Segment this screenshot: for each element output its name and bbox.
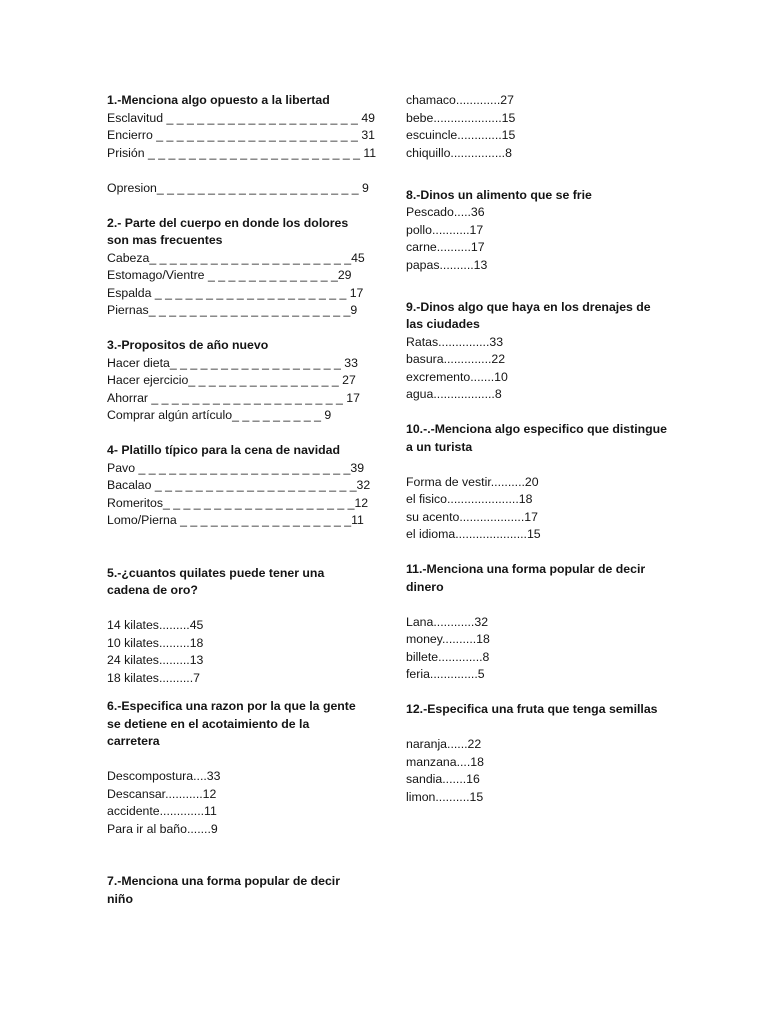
- spacer: [107, 751, 397, 769]
- question-3-title: 3.-Propositos de año nuevo: [107, 338, 269, 352]
- spacer: [406, 719, 706, 737]
- answer-line: feria..............5: [406, 667, 485, 681]
- answer-line: Descompostura....33: [107, 769, 221, 783]
- answer-line: Pavo _ _ _ _ _ _ _ _ _ _ _ _ _ _ _ _ _ _ _ _ _39: [107, 460, 365, 475]
- left-column: [107, 92, 397, 908]
- question-6-title: se detiene en el acotaimiento de la: [107, 716, 310, 731]
- question-9-title: 9.-Dinos algo que haya en los drenajes de: [406, 299, 651, 314]
- answer-line: su acento...................17: [406, 509, 538, 524]
- answer-line: limon..........15: [406, 789, 484, 804]
- spacer: [406, 274, 706, 292]
- answer-line: 14 kilates.........45: [107, 618, 204, 632]
- answer-line: 24 kilates.........13: [107, 653, 204, 667]
- answer-line: chamaco.............27: [406, 93, 514, 107]
- spacer: [107, 838, 397, 856]
- spacer: [107, 530, 397, 548]
- answer-line: papas..........13: [406, 257, 488, 272]
- answer-line: Pescado.....36: [406, 205, 485, 219]
- answer-line: Para ir al baño.......9: [107, 821, 218, 836]
- right-column: [406, 92, 706, 806]
- spacer: [406, 404, 706, 422]
- answer-line: Lomo/Pierna _ _ _ _ _ _ _ _ _ _ _ _ _ _ _ _ _11: [107, 513, 364, 527]
- answer-line: Forma de vestir..........20: [406, 474, 539, 489]
- answer-line: el fisico.....................18: [406, 492, 533, 506]
- spacer: [107, 162, 397, 180]
- answer-line: accidente.............11: [107, 804, 217, 818]
- question-10-title: 10.-.-Menciona algo especifico que distingue: [406, 422, 668, 436]
- answer-line: Piernas_ _ _ _ _ _ _ _ _ _ _ _ _ _ _ _ _ _ _ _9: [107, 303, 358, 317]
- answer-line: basura..............22: [406, 352, 506, 366]
- answer-line: Lana............32: [406, 614, 489, 629]
- answer-line: sandia.......16: [406, 772, 480, 786]
- spacer: [107, 320, 397, 338]
- answer-line: naranja......22: [406, 737, 482, 751]
- answer-line: money..........18: [406, 632, 490, 646]
- answer-line: Hacer ejercicio_ _ _ _ _ _ _ _ _ _ _ _ _ _ _ 27: [107, 373, 356, 387]
- answer-line: 10 kilates.........18: [107, 635, 204, 650]
- question-9-title: las ciudades: [406, 317, 480, 331]
- answer-line: Bacalao _ _ _ _ _ _ _ _ _ _ _ _ _ _ _ _ _ _ _ _32: [107, 478, 371, 492]
- spacer: [107, 600, 397, 618]
- spacer: [107, 856, 397, 874]
- question-6-title: 6.-Especifica una razon por la que la gente: [107, 699, 356, 713]
- answer-line: Comprar algún artículo_ _ _ _ _ _ _ _ _ 9: [107, 408, 332, 422]
- answer-line: Descansar...........12: [107, 786, 217, 801]
- question-11-title: 11.-Menciona una forma popular de decir: [406, 562, 646, 576]
- question-7-title: niño: [107, 891, 133, 906]
- question-10-title: a un turista: [406, 439, 473, 454]
- question-8-title: 8.-Dinos un alimento que se frie: [406, 187, 592, 202]
- answer-line: chiquillo................8: [406, 145, 512, 160]
- question-2-title: 2.- Parte del cuerpo en donde los dolores: [107, 215, 349, 230]
- question-1-title: 1.-Menciona algo opuesto a la libertad: [107, 93, 330, 107]
- spacer: [107, 425, 397, 443]
- answer-line: Ahorrar _ _ _ _ _ _ _ _ _ _ _ _ _ _ _ _ _ _ _ 17: [107, 390, 360, 405]
- answer-line: pollo...........17: [406, 222, 484, 237]
- question-5-title: 5.-¿cuantos quilates puede tener una: [107, 565, 325, 580]
- answer-line: agua..................8: [406, 387, 502, 401]
- answer-line: Prisión _ _ _ _ _ _ _ _ _ _ _ _ _ _ _ _ _ _ _ _ _ 11: [107, 145, 377, 160]
- answer-line: escuincle.............15: [406, 128, 516, 142]
- answer-line: Cabeza_ _ _ _ _ _ _ _ _ _ _ _ _ _ _ _ _ _ _ _45: [107, 250, 365, 265]
- answer-line: 18 kilates..........7: [107, 670, 200, 685]
- spacer: [406, 596, 706, 614]
- spacer: [406, 292, 706, 299]
- answer-line: Encierro _ _ _ _ _ _ _ _ _ _ _ _ _ _ _ _ _ _ _ _ 31: [107, 128, 375, 142]
- spacer: [406, 684, 706, 702]
- answer-line: Opresion_ _ _ _ _ _ _ _ _ _ _ _ _ _ _ _ _ _ _ _ 9: [107, 180, 369, 195]
- answer-line: carne..........17: [406, 240, 485, 254]
- answer-line: manzana....18: [406, 754, 484, 769]
- answer-line: excremento.......10: [406, 369, 508, 384]
- question-5-title: cadena de oro?: [107, 583, 198, 597]
- question-7-title: 7.-Menciona una forma popular de decir: [107, 874, 340, 888]
- answer-line: billete.............8: [406, 649, 490, 664]
- spacer: [406, 162, 706, 180]
- answer-line: Romeritos_ _ _ _ _ _ _ _ _ _ _ _ _ _ _ _ _ _ _12: [107, 495, 369, 510]
- answer-line: Estomago/Vientre _ _ _ _ _ _ _ _ _ _ _ _ _29: [107, 268, 352, 282]
- spacer: [107, 687, 397, 698]
- spacer: [107, 547, 397, 565]
- answer-line: bebe....................15: [406, 110, 516, 125]
- spacer: [107, 197, 397, 215]
- answer-line: Esclavitud _ _ _ _ _ _ _ _ _ _ _ _ _ _ _ _ _ _ _ 49: [107, 110, 375, 125]
- spacer: [406, 544, 706, 562]
- question-6-title: carretera: [107, 734, 160, 748]
- answer-line: Ratas...............33: [406, 334, 504, 349]
- answer-line: el idioma.....................15: [406, 527, 541, 541]
- question-4-title: 4- Platillo típico para la cena de navidad: [107, 443, 341, 457]
- answer-line: Espalda _ _ _ _ _ _ _ _ _ _ _ _ _ _ _ _ _ _ _ 17: [107, 285, 364, 300]
- question-11-title: dinero: [406, 579, 444, 594]
- spacer: [406, 180, 706, 187]
- question-12-title: 12.-Especifica una fruta que tenga semillas: [406, 702, 658, 716]
- answer-line: Hacer dieta_ _ _ _ _ _ _ _ _ _ _ _ _ _ _ _ _ 33: [107, 355, 358, 370]
- question-2-title: son mas frecuentes: [107, 233, 223, 247]
- spacer: [406, 456, 706, 474]
